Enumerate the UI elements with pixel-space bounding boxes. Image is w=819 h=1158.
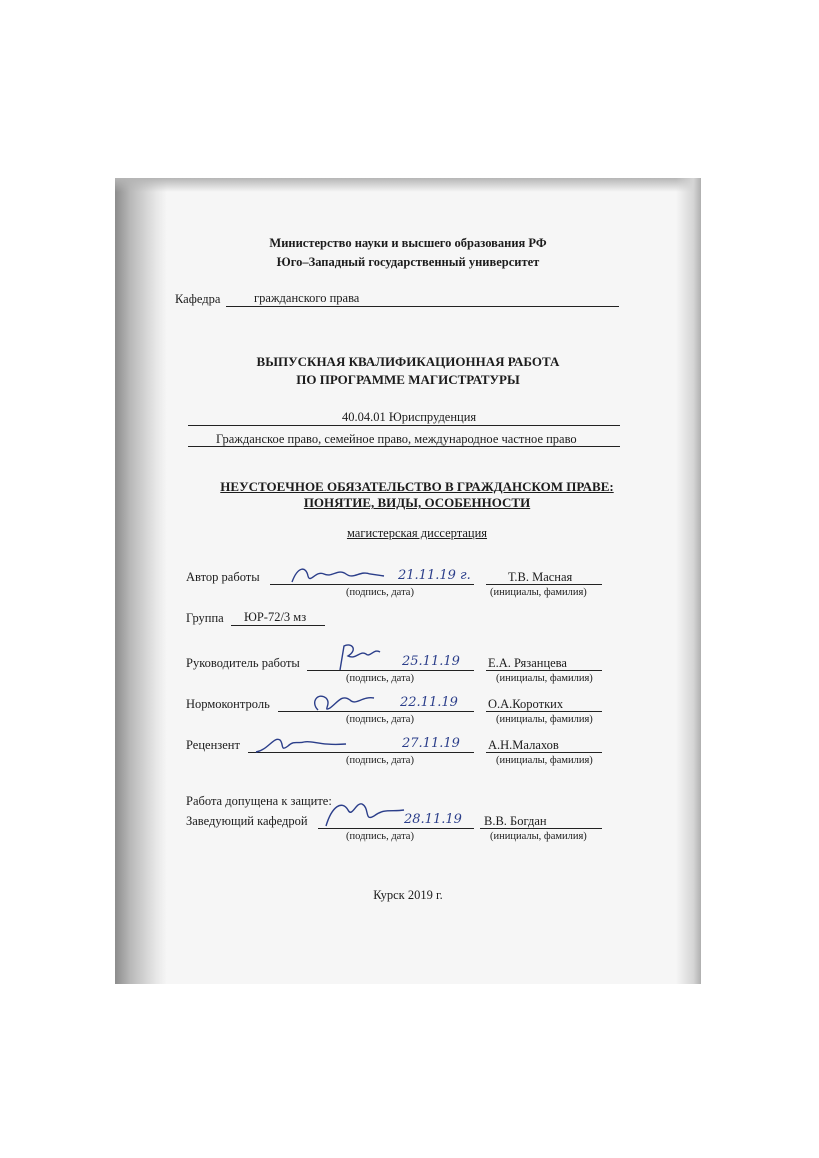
normcontrol-label: Нормоконтроль (186, 697, 270, 711)
head-sign-caption: (подпись, дата) (346, 831, 414, 842)
normcontrol-name: О.А.Коротких (488, 697, 564, 711)
department-value: гражданского права (254, 291, 360, 305)
supervisor-name: Е.А. Рязанцева (488, 656, 567, 670)
head-signature-mark (322, 796, 408, 832)
normcontrol-name-caption: (инициалы, фамилия) (496, 714, 593, 725)
ministry-line: Министерство науки и высшего образования РФ (269, 236, 547, 250)
head-name: В.В. Богдан (484, 814, 547, 828)
reviewer-name-caption: (инициалы, фамилия) (496, 755, 593, 766)
specialty-underline (188, 425, 620, 426)
supervisor-sign-line (307, 670, 474, 671)
group-underline (231, 625, 325, 626)
reviewer-sign-caption: (подпись, дата) (346, 755, 414, 766)
thesis-type: магистерская диссертация (346, 526, 488, 540)
author-name-caption: (инициалы, фамилия) (490, 587, 587, 598)
head-label: Заведующий кафедрой (186, 814, 308, 828)
normcontrol-sign-date: 22.11.19 (400, 695, 458, 710)
author-name-line (486, 584, 602, 585)
reviewer-name-line (486, 752, 602, 753)
reviewer-name: А.Н.Малахов (488, 738, 559, 752)
program-name: Гражданское право, семейное право, международное частное право (216, 432, 577, 446)
scan-shadow-right (676, 178, 701, 984)
normcontrol-name-line (486, 711, 602, 712)
group-value: ЮР-72/3 мз (244, 610, 307, 624)
department-underline (226, 306, 619, 307)
supervisor-sign-caption: (подпись, дата) (346, 673, 414, 684)
scan-shadow-left (115, 178, 167, 984)
author-signature-mark (288, 562, 388, 588)
supervisor-sign-date: 25.11.19 (402, 654, 460, 669)
city-year: Курск 2019 г. (373, 888, 443, 902)
normcontrol-sign-caption: (подпись, дата) (346, 714, 414, 725)
supervisor-signature-mark (334, 640, 384, 674)
thesis-title-line2: ПОНЯТИЕ, ВИДЫ, ОСОБЕННОСТИ (303, 495, 531, 510)
group-label: Группа (186, 611, 224, 625)
work-type-line1: ВЫПУСКНАЯ КВАЛИФИКАЦИОННАЯ РАБОТА (256, 354, 560, 369)
author-sign-caption: (подпись, дата) (346, 587, 414, 598)
supervisor-name-line (486, 670, 602, 671)
author-sign-date: 21.11.19 г. (398, 568, 471, 583)
reviewer-label: Рецензент (186, 738, 240, 752)
work-type-line2: ПО ПРОГРАММЕ МАГИСТРАТУРЫ (296, 372, 520, 387)
author-name: Т.В. Масная (508, 570, 573, 584)
thesis-title-line1: НЕУСТОЕЧНОЕ ОБЯЗАТЕЛЬСТВО В ГРАЖДАНСКОМ ПРАВЕ: (220, 479, 614, 494)
admission-text: Работа допущена к защите: (186, 794, 332, 808)
scan-shadow-top (115, 178, 701, 192)
supervisor-label: Руководитель работы (186, 656, 300, 670)
reviewer-signature-mark (254, 730, 350, 758)
head-name-caption: (инициалы, фамилия) (490, 831, 587, 842)
head-name-line (480, 828, 602, 829)
university-line: Юго–Западный государственный университет (276, 255, 540, 269)
supervisor-name-caption: (инициалы, фамилия) (496, 673, 593, 684)
program-underline (188, 446, 620, 447)
head-sign-date: 28.11.19 (404, 812, 462, 827)
department-label: Кафедра (175, 292, 221, 306)
reviewer-sign-date: 27.11.19 (402, 736, 460, 751)
author-label: Автор работы (186, 570, 260, 584)
specialty-code: 40.04.01 Юриспруденция (342, 410, 477, 424)
